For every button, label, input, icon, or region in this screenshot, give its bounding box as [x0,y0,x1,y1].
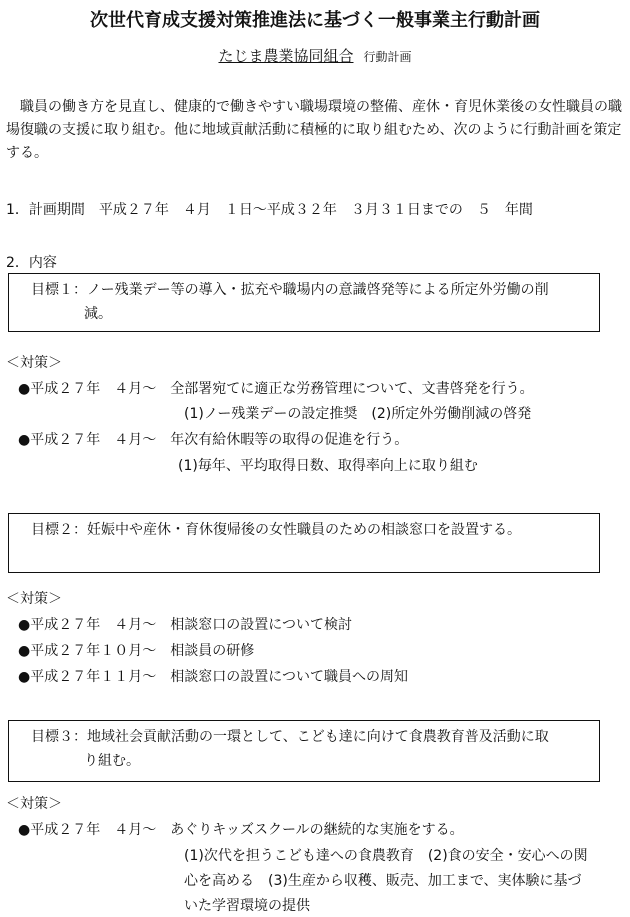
measure-date: ●平成２７年 ４月～ [18,822,157,838]
measures-label-2: ＜対策＞ [6,591,62,607]
goal-3-text [31,725,585,773]
measure-3-1-sub-2: 心を高める (3)生産から収穫、販売、加工まで、実体験に基づ [184,873,582,889]
measure-2-3 [18,667,408,687]
plan-period: 1．計画期間 平成２７年 ４月 １日～平成３２年 ３月３１日までの ５ 年間 [6,202,533,218]
content-heading: 2．内容 [6,255,57,271]
organization-line [0,46,630,67]
goal-2-text [31,518,585,542]
goal-box-3 [8,720,600,782]
measures-label-3: ＜対策＞ [6,796,62,812]
measure-3-1-sub-1: (1)次代を担うこども達への食農教育 (2)食の安全・安心への関 [184,848,588,864]
goal-1-line1: 目標１：ノー残業デー等の導入・拡充や職場内の意識啓発等による所定外労働の削 [31,282,549,298]
goal-box-1 [8,273,600,332]
goal-1-line2: 減。 [84,306,112,322]
goal-1-text [31,278,585,326]
measure-text: 年次有給休暇等の取得の促進を行う。 [170,432,409,448]
measure-text: 相談窓口の設置について検討 [170,617,352,633]
measures-label-1: ＜対策＞ [6,355,62,371]
organization-name: たじま農業協同組合 [218,47,354,65]
measure-3-1-sub-3: いた学習環境の提供 [184,898,310,914]
measure-1-1-sub: (1)ノー残業デーの設定推奨 (2)所定外労働削減の啓発 [184,406,532,422]
measure-text: 相談窓口の設置について職員への周知 [170,669,408,685]
measure-3-1 [18,820,464,840]
organization-suffix: 行動計画 [363,50,412,64]
measure-date: ●平成２７年 ４月～ [18,432,157,448]
measure-text: あぐりキッズスクールの継続的な実施をする。 [170,822,464,838]
document-title: 次世代育成支援対策推進法に基づく一般事業主行動計画 [90,10,540,31]
measure-1-2-sub: (1)毎年、平均取得日数、取得率向上に取り組む [178,458,478,474]
measure-2-2 [18,641,254,661]
measure-date: ●平成２７年１０月～ [18,643,157,659]
goal-2-line1: 目標２：妊娠中や産休・育休復帰後の女性職員のための相談窓口を設置する。 [31,522,521,538]
intro-paragraph: 職員の働き方を見直し、健康的で働きやすい職場環境の整備、産休・育児休業後の女性職員の職場復職の支援に取り組む。他に地域貢献活動に積極的に取り組むため、次のように行動計画を策定する。 [6,99,622,161]
measure-date: ●平成２７年 ４月～ [18,617,157,633]
measure-text: 全部署宛てに適正な労務管理について、文書啓発を行う。 [170,381,534,397]
measure-date: ●平成２７年１１月～ [18,669,157,685]
measure-1-2 [18,430,408,450]
measure-2-1 [18,615,352,635]
measure-date: ●平成２７年 ４月～ [18,381,157,397]
goal-3-line2: り組む。 [84,753,140,769]
measure-1-1 [18,379,534,399]
goal-3-line1: 目標３：地域社会貢献活動の一環として、こども達に向けて食農教育普及活動に取 [31,729,549,745]
goal-box-2 [8,513,600,573]
measure-text: 相談員の研修 [170,643,255,659]
